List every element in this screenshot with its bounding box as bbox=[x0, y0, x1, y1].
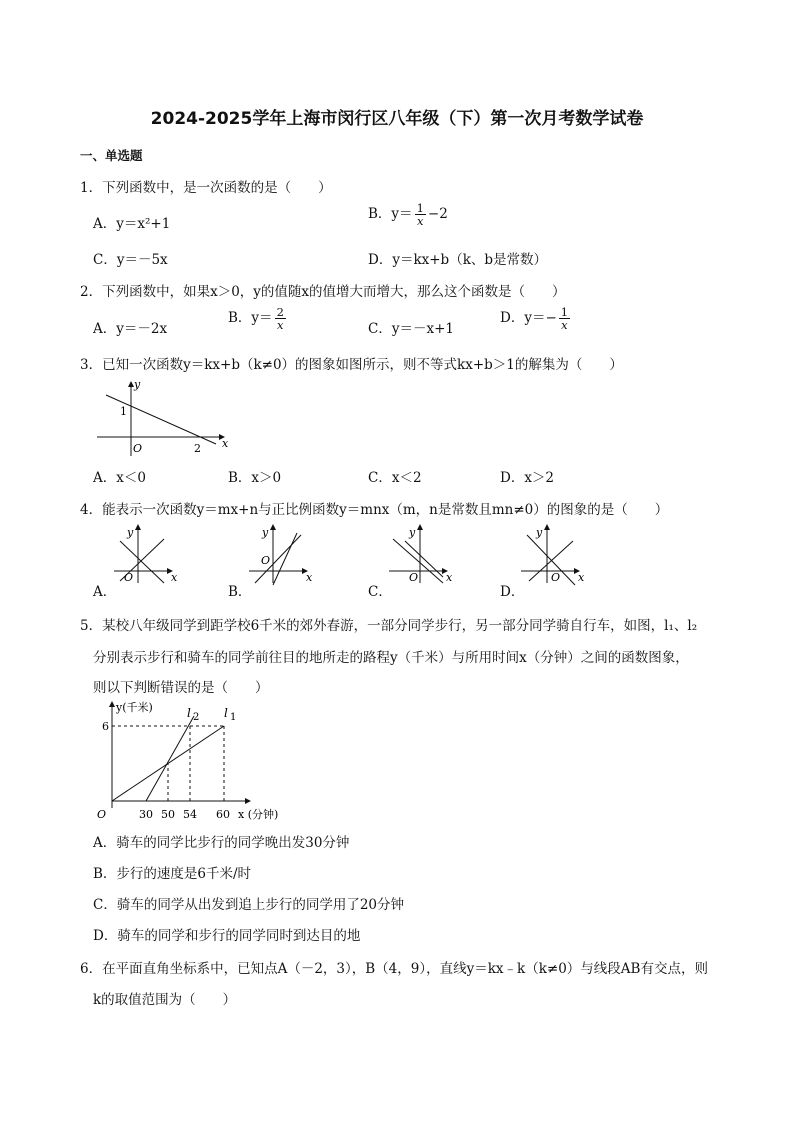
origin-label: O bbox=[124, 571, 134, 584]
q2-option-d-fraction bbox=[559, 306, 570, 331]
line-two bbox=[273, 533, 297, 585]
q4-graph-c bbox=[385, 521, 465, 587]
l2-subscript: 2 bbox=[193, 712, 200, 723]
q5-option-c: C．骑车的同学从出发到追上步行的同学用了20分钟 bbox=[93, 897, 405, 913]
q3-option-d: D．x＞2 bbox=[500, 470, 555, 486]
q3-option-a: A．x＜0 bbox=[93, 470, 146, 486]
q4-graph-a bbox=[110, 521, 190, 587]
q5-stem-line2: 分别表示步行和骑车的同学前往目的地所走的路程y（千米）与所用时间x（分钟）之间的函数图象， bbox=[93, 650, 689, 666]
fraction-denominator: x bbox=[276, 318, 284, 332]
origin-label: O bbox=[133, 442, 143, 455]
q5-stem-line3: 则以下判断错误的是（ ） bbox=[93, 680, 269, 696]
l1-label: l bbox=[224, 706, 228, 720]
x-tick-50: 50 bbox=[161, 808, 175, 821]
q1-option-b-fraction bbox=[415, 202, 426, 227]
y-axis-label: y bbox=[262, 526, 269, 539]
y-intercept-label: 1 bbox=[120, 405, 127, 418]
origin-label: O bbox=[261, 554, 271, 567]
fraction-denominator: x bbox=[561, 318, 568, 332]
y-axis-label: y(千米) bbox=[116, 701, 153, 714]
origin-label: O bbox=[551, 571, 561, 584]
q1-option-d: D．y＝kx+b（k、b是常数） bbox=[368, 252, 548, 268]
y-axis-label: y bbox=[127, 526, 134, 539]
x-tick-54: 54 bbox=[183, 808, 197, 821]
line-l1 bbox=[112, 726, 224, 801]
x-axis-label: x (分钟) bbox=[238, 808, 279, 821]
x-axis-label: x bbox=[306, 571, 313, 584]
fraction-numerator: 1 bbox=[416, 201, 424, 215]
q2-option-a: A．y＝－2x bbox=[93, 321, 168, 337]
q3-stem: 3．已知一次函数y＝kx+b（k≠0）的图象如图所示，则不等式kx+b＞1的解集为（ ） bbox=[80, 357, 623, 373]
q2-option-d bbox=[500, 306, 572, 331]
x-axis-label: x bbox=[446, 571, 453, 584]
q1-option-b bbox=[368, 202, 448, 227]
q5-option-d: D．骑车的同学和步行的同学同时到达目的地 bbox=[93, 928, 361, 944]
fraction-denominator: x bbox=[416, 214, 424, 228]
x-axis-label: x bbox=[171, 571, 178, 584]
origin-label: O bbox=[409, 571, 419, 584]
q1-option-b-suffix: −2 bbox=[427, 206, 448, 222]
q2-option-b-fraction bbox=[275, 306, 286, 331]
q2-stem: 2．下列函数中，如果x＞0，y的值随x的值增大而增大，那么这个函数是（ ） bbox=[80, 284, 566, 300]
y-tick-6: 6 bbox=[102, 720, 109, 733]
x-axis-label: x bbox=[222, 437, 229, 450]
q2-option-b-prefix: B．y＝ bbox=[228, 310, 273, 326]
q2-option-b bbox=[228, 306, 288, 331]
q1-option-a: A．y＝x²+1 bbox=[93, 216, 171, 232]
q3-graph bbox=[92, 376, 242, 458]
q3-option-c: C．x＜2 bbox=[368, 470, 422, 486]
page-title: 2024-2025学年上海市闵行区八年级（下）第一次月考数学试卷 bbox=[150, 109, 644, 129]
section-heading: 一、单选题 bbox=[80, 148, 143, 163]
x-intercept-label: 2 bbox=[194, 442, 201, 455]
q3-option-b: B．x＞0 bbox=[228, 470, 282, 486]
q4-option-c: C． bbox=[368, 584, 392, 600]
q4-stem: 4．能表示一次函数y＝mx+n与正比例函数y＝mnx（m，n是常数且mn≠0）的图象的是（ ） bbox=[80, 502, 669, 518]
x-tick-60: 60 bbox=[216, 808, 230, 821]
q1-option-b-prefix: B．y＝ bbox=[368, 206, 413, 222]
q4-graph-d bbox=[517, 521, 597, 587]
q5-graph bbox=[88, 698, 308, 826]
q6-stem-line2: k的取值范围为（ ） bbox=[93, 992, 237, 1008]
x-tick-30: 30 bbox=[139, 808, 153, 821]
q5-option-a: A．骑车的同学比步行的同学晚出发30分钟 bbox=[93, 835, 350, 851]
q5-stem-line1: 5．某校八年级同学到距学校6千米的郊外春游，一部分同学步行，另一部分同学骑自行车，如图，l₁、l₂ bbox=[80, 618, 698, 634]
y-axis-label: y bbox=[134, 378, 141, 391]
q2-option-d-prefix: D．y＝− bbox=[500, 310, 557, 326]
l1-subscript: 1 bbox=[230, 712, 237, 723]
y-axis-label: y bbox=[409, 526, 416, 539]
q4-option-d: D． bbox=[500, 584, 525, 600]
line-l2 bbox=[146, 716, 194, 801]
q1-stem: 1．下列函数中，是一次函数的是（ ） bbox=[80, 180, 332, 196]
q1-option-c: C．y＝－5x bbox=[93, 252, 168, 268]
l2-label: l bbox=[187, 706, 191, 720]
q4-option-b: B． bbox=[228, 584, 252, 600]
q4-graph-b bbox=[245, 521, 325, 587]
fraction-numerator: 2 bbox=[276, 305, 284, 319]
q5-option-b: B．步行的速度是6千米/时 bbox=[93, 866, 252, 882]
y-axis-label: y bbox=[536, 526, 543, 539]
q6-stem-line1: 6．在平面直角坐标系中，已知点A（－2，3），B（4，9），直线y＝kx﹣k（k≠0）与线段AB有交点，则 bbox=[80, 961, 708, 977]
q4-option-a: A． bbox=[93, 584, 117, 600]
fraction-numerator: 1 bbox=[560, 305, 569, 319]
q2-option-c: C．y＝－x+1 bbox=[368, 321, 454, 337]
origin-label: O bbox=[97, 808, 107, 821]
x-axis-label: x bbox=[578, 571, 585, 584]
